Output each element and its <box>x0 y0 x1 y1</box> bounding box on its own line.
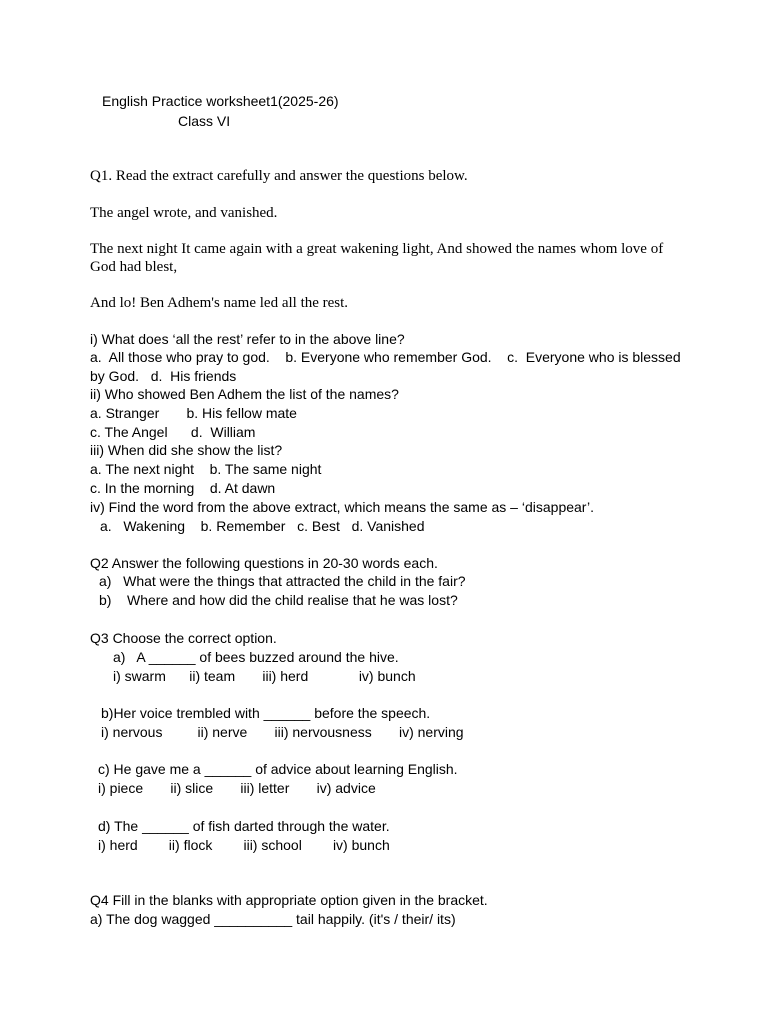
q4-question-a: a) The dog wagged __________ tail happily. (it's / their/ its) <box>90 911 456 927</box>
q1-ii-question: ii) Who showed Ben Adhem the list of the names? <box>90 386 399 402</box>
q3-a-question: a) A ______ of bees buzzed around the hive. <box>113 649 399 665</box>
q1-heading: Q1. Read the extract carefully and answer the questions below. <box>90 168 468 184</box>
q1-ii-options-2: c. The Angel d. William <box>90 424 256 440</box>
q1-i-options-2: by God. d. His friends <box>90 368 237 384</box>
extract-line-3: And lo! Ben Adhem's name led all the rest. <box>90 295 349 311</box>
q3-d-options: i) herd ii) flock iii) school iv) bunch <box>98 837 390 853</box>
q2-heading: Q2 Answer the following questions in 20-30 words each. <box>90 555 438 571</box>
q1-iv-question: iv) Find the word from the above extract, which means the same as – ‘disappear’. <box>90 499 594 515</box>
q3-b-question: b)Her voice trembled with ______ before the speech. <box>101 705 431 721</box>
q1-ii-options-1: a. Stranger b. His fellow mate <box>90 405 297 421</box>
q3-d-question: d) The ______ of fish darted through the water. <box>98 818 390 834</box>
extract-line-2b: God had blest, <box>90 259 178 275</box>
extract-line-2a: The next night It came again with a great wakening light, And showed the names whom love of <box>90 241 664 257</box>
extract-line-1: The angel wrote, and vanished. <box>90 205 278 221</box>
q3-a-options: i) swarm ii) team iii) herd iv) bunch <box>113 668 416 684</box>
q1-iii-options-1: a. The next night b. The same night <box>90 461 322 477</box>
q2-question-b: b) Where and how did the child realise that he was lost? <box>99 592 458 608</box>
q1-iv-options: a. Wakening b. Remember c. Best d. Vanished <box>100 518 425 534</box>
q2-question-a: a) What were the things that attracted the child in the fair? <box>99 573 466 589</box>
q3-c-options: i) piece ii) slice iii) letter iv) advice <box>98 780 376 796</box>
q1-i-options-1: a. All those who pray to god. b. Everyone who remember God. c. Everyone who is blessed <box>90 349 681 365</box>
q1-i-question: i) What does ‘all the rest’ refer to in the above line? <box>90 331 405 347</box>
q3-c-question: c) He gave me a ______ of advice about learning English. <box>98 761 458 777</box>
class-label: Class VI <box>178 113 231 129</box>
q1-iii-question: iii) When did she show the list? <box>90 442 283 458</box>
q4-heading: Q4 Fill in the blanks with appropriate option given in the bracket. <box>90 892 488 908</box>
worksheet-title: English Practice worksheet1(2025-26) <box>102 93 339 109</box>
q1-iii-options-2: c. In the morning d. At dawn <box>90 480 276 496</box>
q3-heading: Q3 Choose the correct option. <box>90 630 277 646</box>
q3-b-options: i) nervous ii) nerve iii) nervousness iv) nerving <box>101 724 464 740</box>
